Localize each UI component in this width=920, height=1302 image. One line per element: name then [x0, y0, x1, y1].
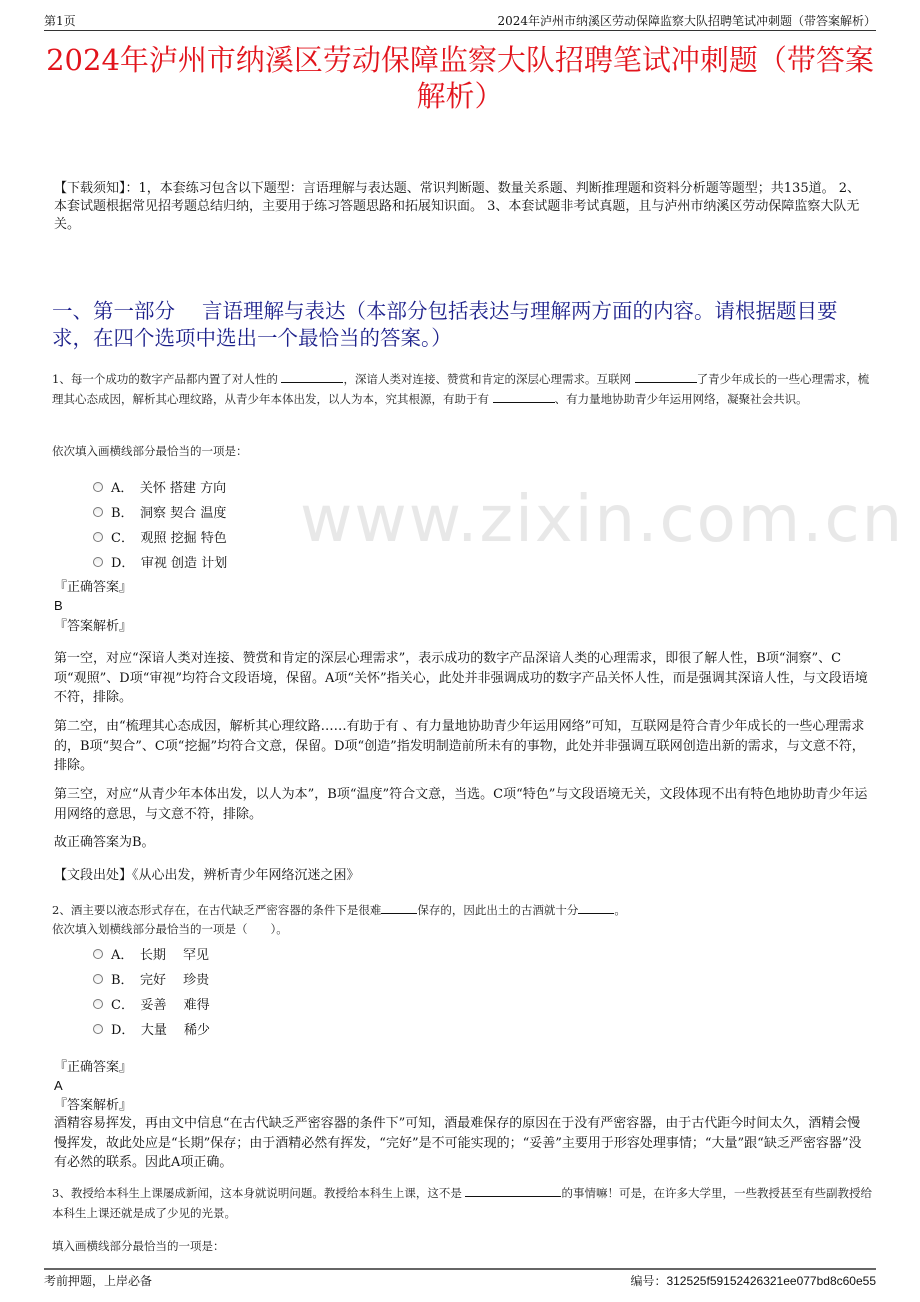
q1-text-2: ，深谙人类对连接、赞赏和肯定的深层心理需求。互联网 — [343, 372, 635, 386]
option-label: C． 妥善 难得 — [111, 998, 210, 1013]
radio-icon[interactable] — [93, 482, 103, 492]
q2-option-d[interactable] — [93, 1019, 210, 1038]
q2-option-b[interactable] — [93, 969, 209, 988]
radio-icon[interactable] — [93, 557, 103, 567]
blank — [493, 392, 555, 403]
footer-doc-id: 编号：312525f59152426321ee077bd8c60e55 — [630, 1274, 876, 1288]
footer-slogan: 考前押题，上岸必备 — [44, 1274, 153, 1288]
question-2 — [52, 901, 872, 939]
q1-analysis-4: 故正确答案为B。 — [54, 835, 155, 850]
q1-text-3: 了青少年成长的一些心理需求，梳理其心态成因，解析其心理纹路，从青少年本体出发，以人为本，究其根源，有助于有 — [52, 372, 870, 406]
question-3 — [52, 1183, 872, 1223]
q2-text-3: 。 — [614, 903, 626, 917]
radio-icon[interactable] — [93, 999, 103, 1009]
q2-text-1: 2、酒主要以液态形式存在，在古代缺乏严密容器的条件下是很难 — [52, 903, 382, 917]
q1-option-b[interactable] — [93, 502, 226, 521]
option-label: A． 长期 罕见 — [111, 948, 210, 963]
q3-prompt: 填入画横线部分最恰当的一项是： — [52, 1239, 225, 1253]
option-label: A． 关怀 搭建 方向 — [111, 481, 227, 496]
q1-analysis-3: 第三空，对应“从青少年本体出发，以人为本”，B项“温度”符合文意，当选。C项“特色”与文段语境无关，文段体现不出有特色地协助青少年运用网络的意思，与文意不符，排除。 — [54, 787, 868, 822]
q1-option-a[interactable] — [93, 477, 226, 496]
blank — [465, 1186, 561, 1197]
q1-prompt: 依次填入画横线部分最恰当的一项是： — [52, 444, 248, 458]
q2-analysis-label: 『答案解析』 — [54, 1098, 133, 1113]
q3-text-2: 的事情嘛！可是，在许多大学里，一些教授甚至有些副教授给本科生上课还就是成了少见的光景。 — [52, 1186, 872, 1220]
option-label: B． 洞察 契合 温度 — [111, 506, 227, 521]
footer-divider — [44, 1268, 876, 1270]
radio-icon[interactable] — [93, 949, 103, 959]
q1-analysis-2: 第二空，由“梳理其心态成因，解析其心理纹路……有助于有 、有力量地协助青少年运用网络”可知，互联网是符合青少年成长的一些心理需求的，B项“契合”、C项“挖掘”均符合文意，保留。D项“创造”指发明制造前所未有的事物，此处并非强调互联网创造出新的需求，与文意不符，排除。 — [54, 719, 865, 773]
blank — [578, 903, 614, 914]
option-label: D． 审视 创造 计划 — [111, 556, 228, 571]
blank — [281, 372, 343, 383]
header-doc-title: 2024年泸州市纳溪区劳动保障监察大队招聘笔试冲刺题（带答案解析） — [497, 14, 876, 28]
q3-text-1: 3、教授给本科生上课屡成新闻，这本身就说明问题。教授给本科生上课，这不是 — [52, 1186, 466, 1200]
q2-option-c[interactable] — [93, 994, 210, 1013]
page-number: 第1页 — [44, 14, 76, 28]
radio-icon[interactable] — [93, 532, 103, 542]
q2-answer: A — [54, 1078, 63, 1093]
q1-analysis-1: 第一空，对应“深谙人类对连接、赞赏和肯定的深层心理需求”，表示成功的数字产品深谙人类的心理需求，即很了解人性，B项“洞察”、C项“观照”、D项“审视”均符合文段语境，保留。A项“关怀”指关心，此处并非强调成功的数字产品关怀人性，而是强调其深谙人性，与文段语境不符，排除。 — [54, 651, 868, 705]
watermark: www.zixin.com.cn — [300, 483, 905, 557]
download-notice: 【下载须知】：1，本套练习包含以下题型：言语理解与表达题、常识判断题、数量关系题、判断推理题和资料分析题等题型；共135道。 2、本套试题根据常见招考题总结归纳，主要用于练习答题思路和拓展知识面。 3、本套试题非考试真题，且与泸州市纳溪区劳动保障监察大队无关。 — [54, 181, 860, 232]
q1-answer-label: 『正确答案』 — [54, 580, 133, 595]
section-heading: 一、第一部分 言语理解与表达（本部分包括表达与理解两方面的内容。请根据题目要求，在四个选项中选出一个最恰当的答案。） — [52, 299, 838, 350]
blank — [635, 372, 697, 383]
q1-text-4: 、有力量地协助青少年运用网络，凝聚社会共识。 — [554, 392, 808, 406]
radio-icon[interactable] — [93, 507, 103, 517]
option-label: D． 大量 稀少 — [111, 1023, 211, 1038]
radio-icon[interactable] — [93, 1024, 103, 1034]
header-divider — [44, 30, 876, 31]
blank — [381, 903, 417, 914]
q2-option-a[interactable] — [93, 944, 209, 963]
q2-text-2: 保存的，因此出土的古酒就十分 — [417, 903, 579, 917]
option-label: B． 完好 珍贵 — [111, 973, 210, 988]
q1-option-c[interactable] — [93, 527, 227, 546]
document-title: 2024年泸州市纳溪区劳动保障监察大队招聘笔试冲刺题（带答案解析） — [46, 43, 874, 113]
q1-analysis-label: 『答案解析』 — [54, 619, 133, 634]
q1-option-d[interactable] — [93, 552, 227, 571]
radio-icon[interactable] — [93, 974, 103, 984]
q2-analysis: 酒精容易挥发，再由文中信息“在古代缺乏严密容器的条件下”可知，酒最难保存的原因在于没有严密容器，由于古代距今时间太久，酒精会慢慢挥发，故此处应是“长期”保存；由于酒精必然有挥发，“完好”是不可能实现的；“妥善”主要用于形容处理事情；“大量”跟“缺乏严密容器”没有必然的联系。因此A项正确。 — [54, 1116, 862, 1170]
q1-answer: B — [54, 598, 63, 613]
question-1 — [52, 369, 872, 409]
option-label: C． 观照 挖掘 特色 — [111, 531, 227, 546]
q2-answer-label: 『正确答案』 — [54, 1060, 133, 1075]
q2-prompt: 依次填入划横线部分最恰当的一项是（ ）。 — [52, 922, 288, 936]
q1-source: 【文段出处】《从心出发，辨析青少年网络沉迷之困》 — [54, 868, 360, 883]
q1-text-1: 1、每一个成功的数字产品都内置了对人性的 — [52, 372, 282, 386]
